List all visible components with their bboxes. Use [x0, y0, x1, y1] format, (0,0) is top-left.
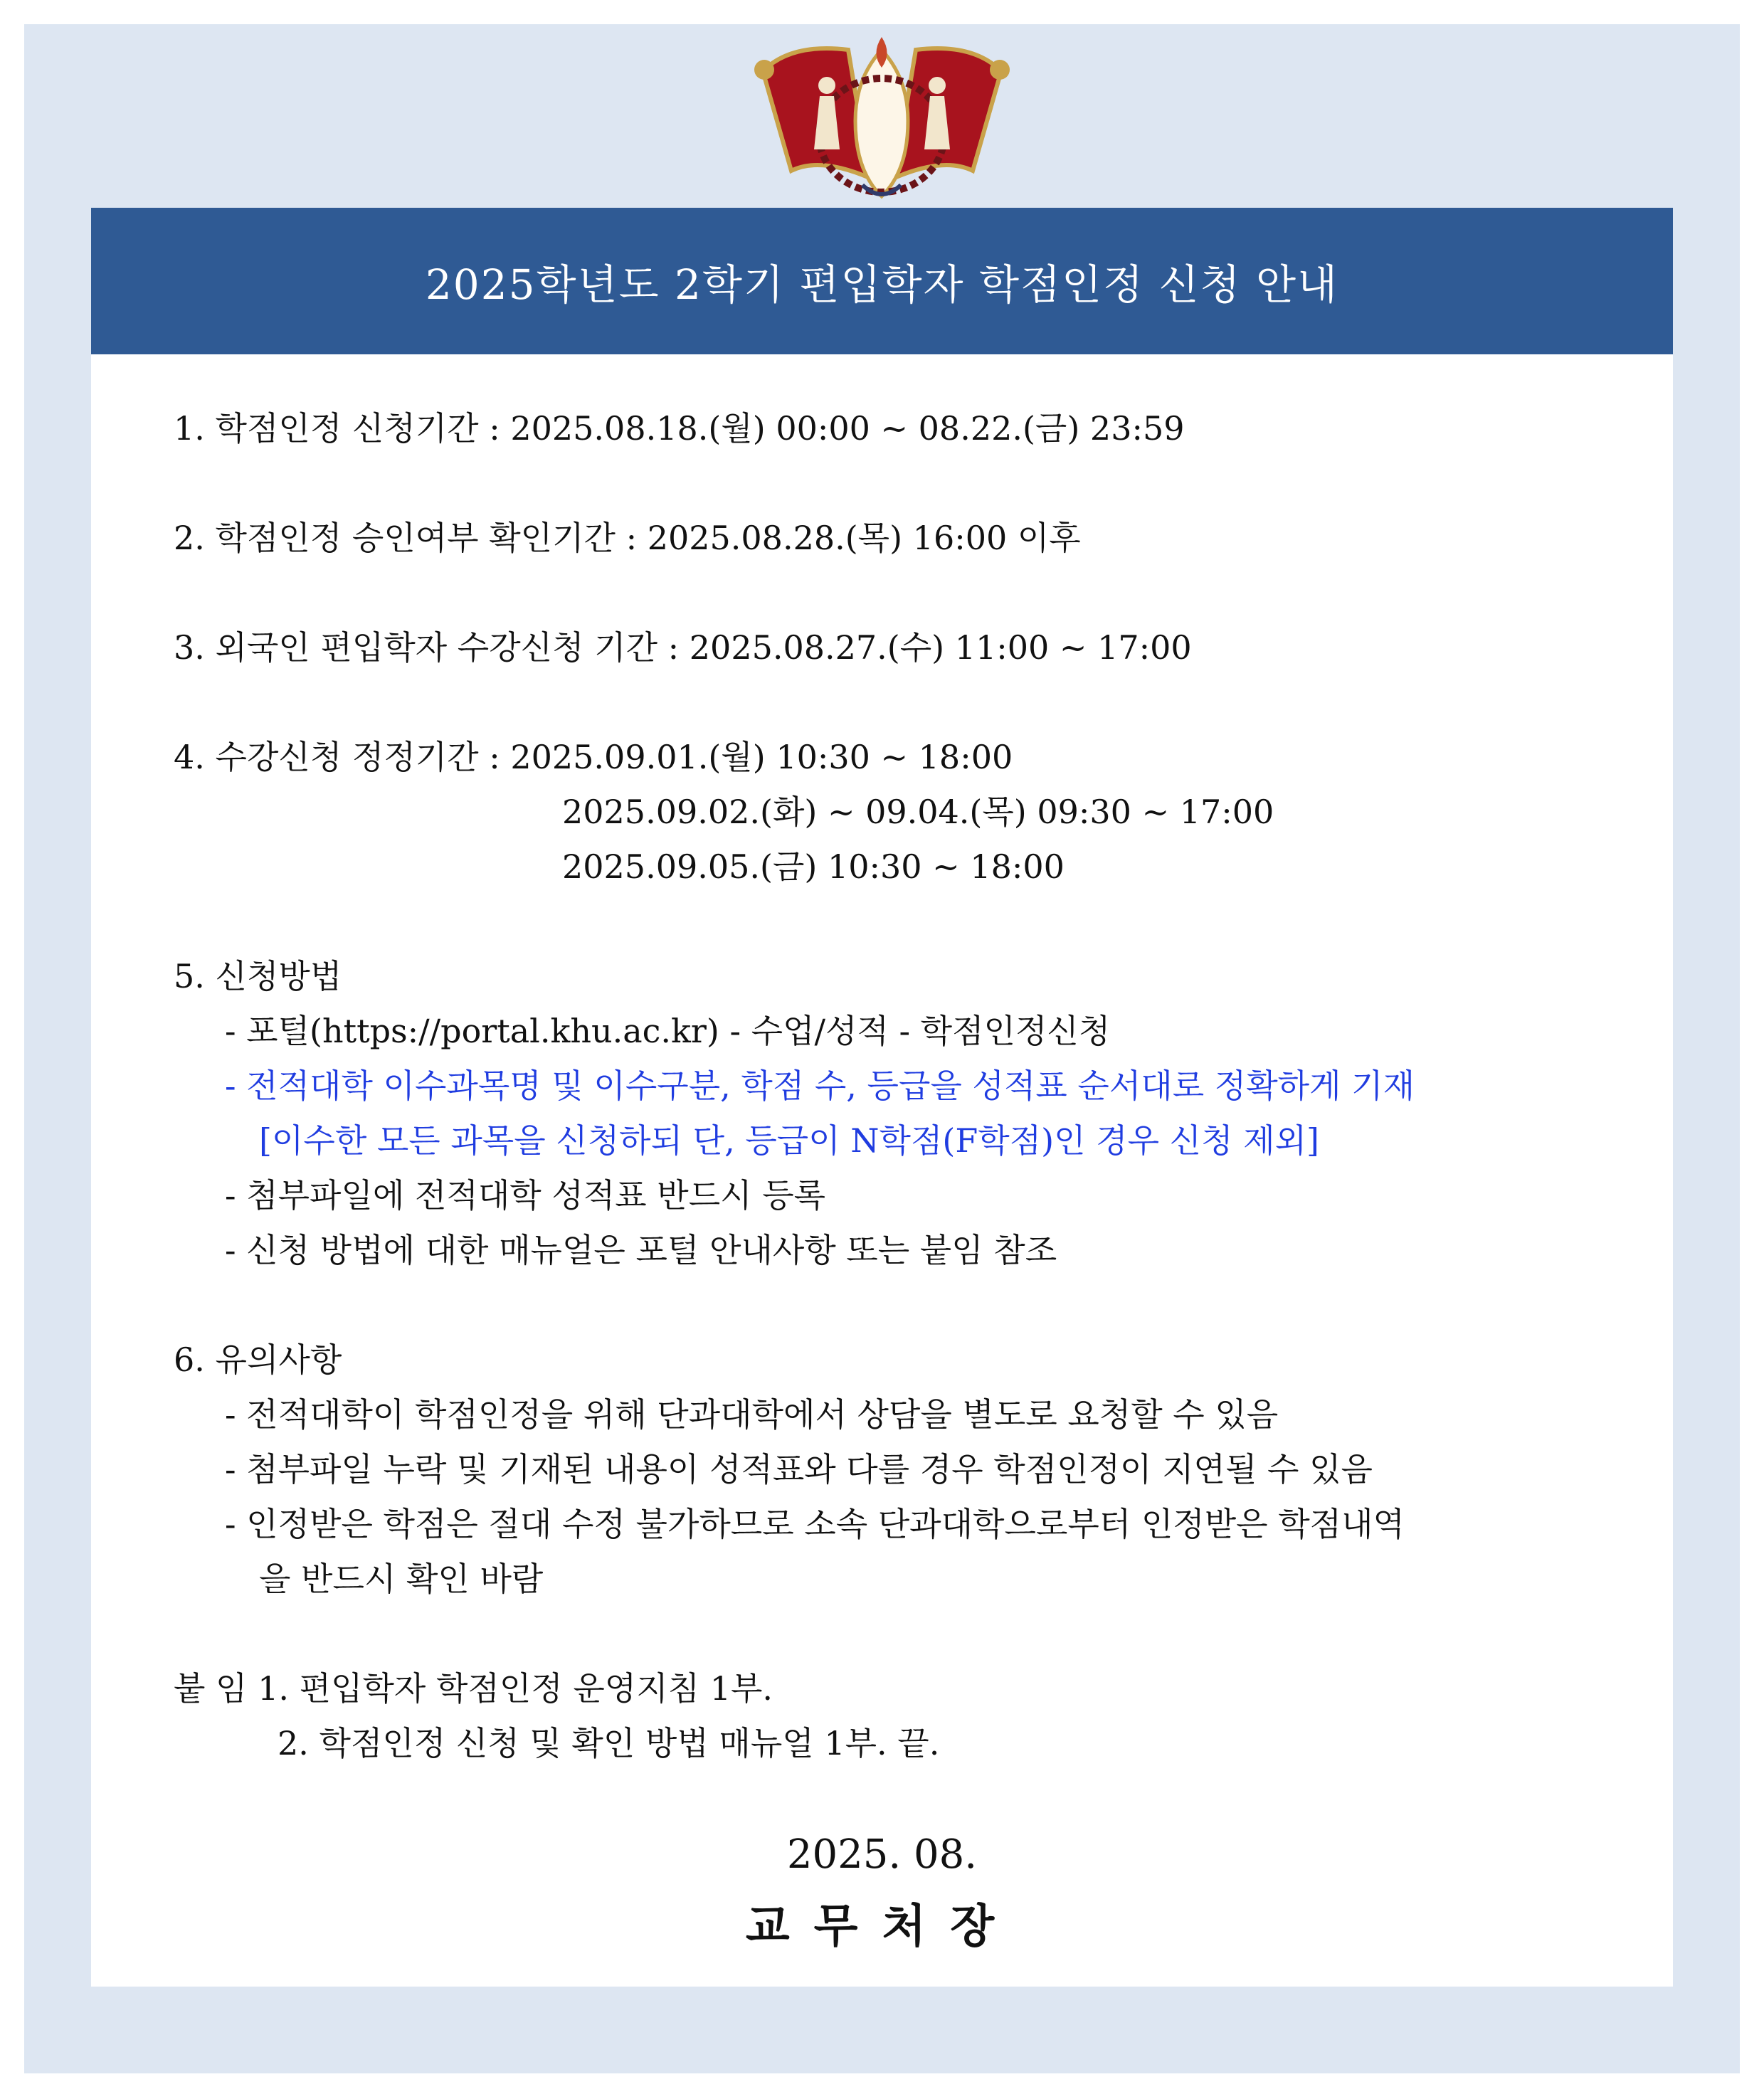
item-4-correction-period-line1: 4. 수강신청 정정기간 : 2025.09.01.(월) 10:30 ~ 18:00	[174, 738, 1013, 776]
item-5-bullet-entry-instruction-cont: [이수한 모든 과목을 신청하되 단, 등급이 N학점(F학점)인 경우 신청 제외]	[259, 1121, 1319, 1160]
attachment-1: 붙 임 1. 편입학자 학점인정 운영지침 1부.	[174, 1669, 773, 1708]
notice-card	[91, 208, 1673, 1987]
item-3-foreign-registration-period: 3. 외국인 편입학자 수강신청 기간 : 2025.08.27.(수) 11:00 ~ 17:00	[174, 628, 1192, 667]
attachment-2: 2. 학점인정 신청 및 확인 방법 매뉴얼 1부. 끝.	[278, 1724, 940, 1762]
item-6-bullet-no-modification: - 인정받은 학점은 절대 수정 불가하므로 소속 단과대학으로부터 인정받은 학점내역	[225, 1505, 1405, 1543]
item-6-heading: 6. 유의사항	[174, 1341, 342, 1379]
item-6-bullet-consultation: - 전적대학이 학점인정을 위해 단과대학에서 상담을 별도로 요청할 수 있음	[225, 1395, 1279, 1434]
item-5-bullet-portal: - 포털(https://portal.khu.ac.kr) - 수업/성적 - 학점인정신청	[225, 1012, 1111, 1050]
issuer-signature: 교무처장	[745, 1900, 1019, 1953]
item-5-bullet-attachment: - 첨부파일에 전적대학 성적표 반드시 등록	[225, 1176, 826, 1215]
item-4-correction-period-line2: 2025.09.02.(화) ~ 09.04.(목) 09:30 ~ 17:00	[562, 793, 1274, 831]
notice-date: 2025. 08.	[786, 1831, 978, 1878]
item-4-correction-period-line3: 2025.09.05.(금) 10:30 ~ 18:00	[562, 847, 1065, 886]
item-5-bullet-entry-instruction: - 전적대학 이수과목명 및 이수구분, 학점 수, 등급을 성적표 순서대로 정확하게 기재	[225, 1067, 1415, 1105]
university-emblem	[749, 28, 1015, 203]
item-6-bullet-delay: - 첨부파일 누락 및 기재된 내용이 성적표와 다를 경우 학점인정이 지연될 수 있음	[225, 1450, 1373, 1489]
item-5-bullet-manual: - 신청 방법에 대한 매뉴얼은 포털 안내사항 또는 붙임 참조	[225, 1231, 1057, 1269]
notice-title: 2025학년도 2학기 편입학자 학점인정 신청 안내	[91, 208, 1673, 354]
item-5-heading: 5. 신청방법	[174, 957, 342, 995]
item-6-bullet-no-modification-cont: 을 반드시 확인 바람	[259, 1560, 544, 1598]
item-2-approval-check-period: 2. 학점인정 승인여부 확인기간 : 2025.08.28.(목) 16:00 이후	[174, 519, 1081, 557]
item-1-application-period: 1. 학점인정 신청기간 : 2025.08.18.(월) 00:00 ~ 08.22.(금) 23:59	[174, 409, 1185, 448]
